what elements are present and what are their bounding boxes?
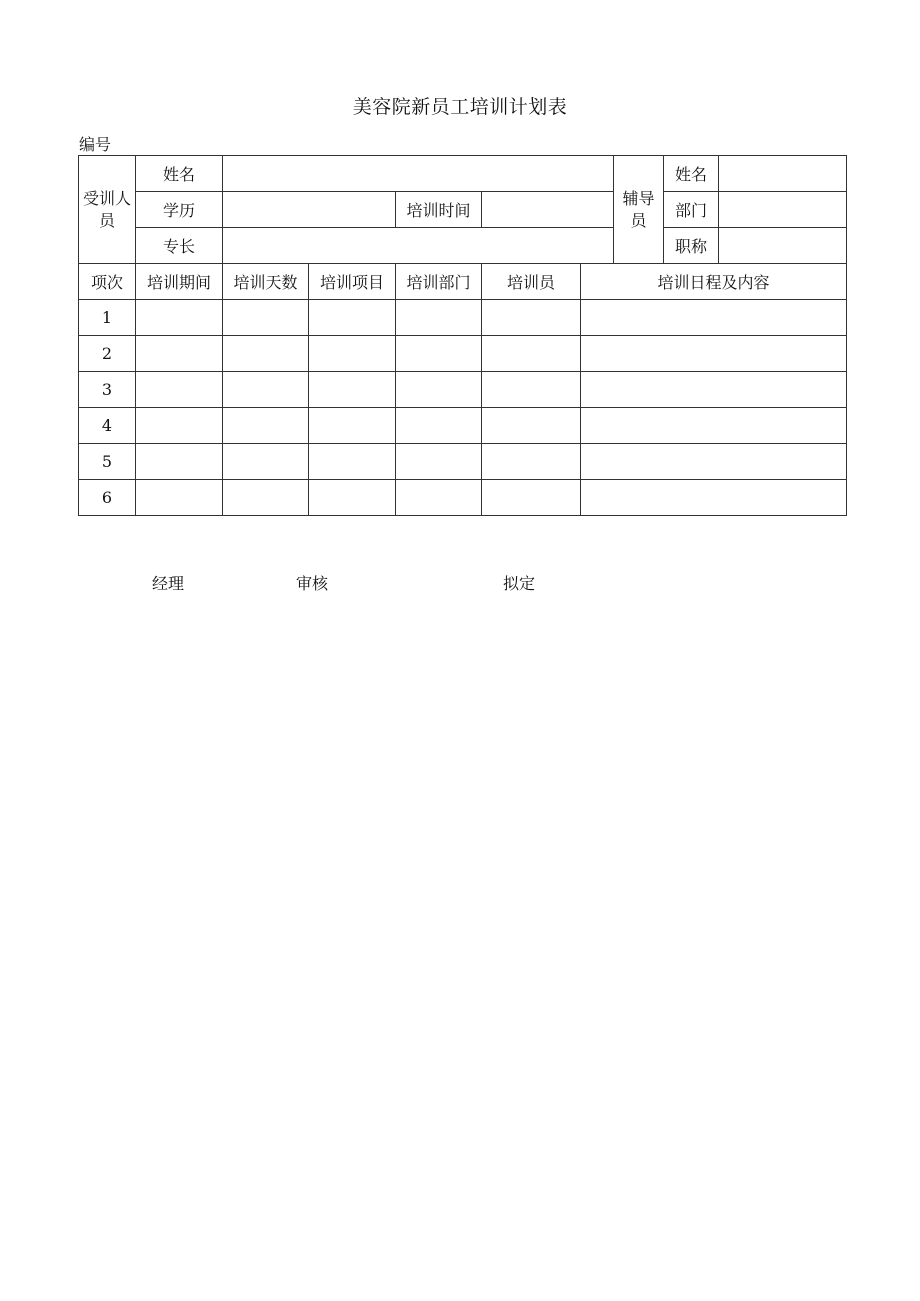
drafted-signature-label: 拟定 — [503, 574, 536, 593]
trainee-specialty-row — [79, 228, 847, 264]
training-time-cell[interactable] — [482, 192, 614, 228]
content-cell[interactable] — [581, 444, 847, 480]
content-cell[interactable] — [581, 300, 847, 336]
trainee-group-label-line1: 受训人 — [82, 188, 131, 208]
header-trainer: 培训员 — [482, 264, 581, 300]
item-cell[interactable] — [309, 444, 396, 480]
trainer-cell[interactable] — [482, 444, 581, 480]
row-number: 1 — [79, 300, 136, 336]
trainer-cell[interactable] — [482, 408, 581, 444]
table-row — [79, 336, 847, 372]
table-row — [79, 444, 847, 480]
item-cell[interactable] — [309, 480, 396, 516]
days-cell[interactable] — [223, 444, 309, 480]
mentor-department-cell[interactable] — [719, 192, 847, 228]
header-item-no: 项次 — [79, 264, 136, 300]
days-cell[interactable] — [223, 480, 309, 516]
days-cell[interactable] — [223, 372, 309, 408]
content-cell[interactable] — [581, 408, 847, 444]
mentor-group-label-line1: 辅导 — [622, 188, 655, 208]
trainee-education-row — [79, 192, 847, 228]
manager-signature-label: 经理 — [152, 574, 185, 593]
mentor-name-cell[interactable] — [719, 156, 847, 192]
department-cell[interactable] — [396, 372, 482, 408]
department-cell[interactable] — [396, 408, 482, 444]
table-row — [79, 408, 847, 444]
item-cell[interactable] — [309, 372, 396, 408]
item-cell[interactable] — [309, 408, 396, 444]
mentor-group-label — [614, 156, 664, 264]
schedule-header-row — [79, 264, 847, 300]
mentor-title-label: 职称 — [664, 228, 719, 264]
content-cell[interactable] — [581, 336, 847, 372]
trainee-specialty-cell[interactable] — [223, 228, 614, 264]
serial-number-label: 编号 — [79, 135, 112, 154]
trainer-cell[interactable] — [482, 480, 581, 516]
trainee-name-cell[interactable] — [223, 156, 614, 192]
period-cell[interactable] — [136, 300, 223, 336]
trainee-specialty-label: 专长 — [136, 228, 223, 264]
trainee-name-row — [79, 156, 847, 192]
row-number: 5 — [79, 444, 136, 480]
period-cell[interactable] — [136, 336, 223, 372]
item-cell[interactable] — [309, 336, 396, 372]
trainee-group-label-line2: 员 — [98, 210, 115, 230]
training-time-label: 培训时间 — [396, 192, 482, 228]
period-cell[interactable] — [136, 408, 223, 444]
mentor-title-cell[interactable] — [719, 228, 847, 264]
days-cell[interactable] — [223, 408, 309, 444]
days-cell[interactable] — [223, 336, 309, 372]
page-title: 美容院新员工培训计划表 — [352, 96, 568, 118]
period-cell[interactable] — [136, 480, 223, 516]
mentor-department-label: 部门 — [664, 192, 719, 228]
content-cell[interactable] — [581, 372, 847, 408]
row-number: 6 — [79, 480, 136, 516]
days-cell[interactable] — [223, 300, 309, 336]
department-cell[interactable] — [396, 480, 482, 516]
header-schedule-content: 培训日程及内容 — [581, 264, 847, 300]
trainer-cell[interactable] — [482, 300, 581, 336]
trainer-cell[interactable] — [482, 336, 581, 372]
item-cell[interactable] — [309, 300, 396, 336]
header-training-item: 培训项目 — [309, 264, 396, 300]
table-row — [79, 480, 847, 516]
header-training-department: 培训部门 — [396, 264, 482, 300]
department-cell[interactable] — [396, 300, 482, 336]
header-training-period: 培训期间 — [136, 264, 223, 300]
signature-row — [0, 571, 920, 595]
row-number: 4 — [79, 408, 136, 444]
trainee-name-label: 姓名 — [136, 156, 223, 192]
review-signature-label: 审核 — [296, 574, 329, 593]
content-cell[interactable] — [581, 480, 847, 516]
trainee-group-label — [79, 156, 136, 264]
department-cell[interactable] — [396, 336, 482, 372]
table-row — [79, 372, 847, 408]
period-cell[interactable] — [136, 372, 223, 408]
mentor-group-label-line2: 员 — [630, 210, 647, 230]
row-number: 2 — [79, 336, 136, 372]
trainee-education-label: 学历 — [136, 192, 223, 228]
table-row — [79, 300, 847, 336]
period-cell[interactable] — [136, 444, 223, 480]
row-number: 3 — [79, 372, 136, 408]
trainer-cell[interactable] — [482, 372, 581, 408]
mentor-name-label: 姓名 — [664, 156, 719, 192]
trainee-education-cell[interactable] — [223, 192, 396, 228]
training-plan-table — [78, 155, 847, 516]
header-training-days: 培训天数 — [223, 264, 309, 300]
department-cell[interactable] — [396, 444, 482, 480]
